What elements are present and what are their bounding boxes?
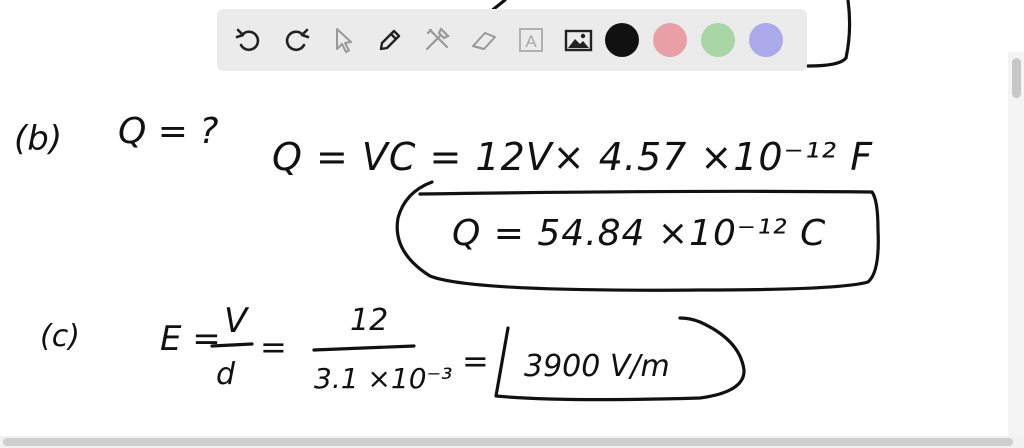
- color-swatch-black[interactable]: [605, 23, 639, 57]
- image-button[interactable]: [558, 20, 598, 60]
- select-button[interactable]: [323, 20, 363, 60]
- drawing-toolbar: [217, 9, 807, 71]
- tools-icon: [422, 25, 452, 55]
- part-c-equals2: =: [462, 342, 489, 380]
- pen-button[interactable]: [370, 20, 410, 60]
- color-swatch-green[interactable]: [701, 23, 735, 57]
- part-c-numerator: V: [224, 301, 248, 341]
- part-c-equals: =: [260, 328, 287, 366]
- fraction-bar-2: [314, 346, 414, 350]
- part-c-lhs: E =: [160, 319, 221, 359]
- eraser-icon: [469, 25, 499, 55]
- part-c-label: (c): [40, 319, 80, 354]
- horizontal-scrollbar-thumb[interactable]: [3, 438, 1013, 446]
- undo-button[interactable]: [229, 20, 269, 60]
- redo-button[interactable]: [276, 20, 316, 60]
- part-b-question: Q = ?: [118, 111, 219, 152]
- color-swatch-purple[interactable]: [749, 23, 783, 57]
- redo-icon: [281, 25, 311, 55]
- undo-icon: [234, 25, 264, 55]
- part-c-denominator: d: [216, 357, 236, 392]
- text-tool-glyph: A: [525, 32, 537, 51]
- fraction-bar-1: [212, 344, 252, 346]
- part-b-label: (b): [14, 119, 63, 159]
- eraser-button[interactable]: [464, 20, 504, 60]
- part-c-num2: 12: [350, 303, 389, 338]
- text-button[interactable]: [511, 20, 551, 60]
- image-icon: [563, 25, 593, 55]
- part-b-formula: Q = VC = 12V× 4.57 ×10⁻¹² F: [272, 135, 874, 179]
- part-b-answer: Q = 54.84 ×10⁻¹² C: [452, 213, 827, 254]
- pointer-icon: [328, 25, 358, 55]
- part-c-answer: 3900 V/m: [524, 349, 670, 384]
- tools-button[interactable]: [417, 20, 457, 60]
- color-swatch-pink[interactable]: [653, 23, 687, 57]
- pen-icon: [375, 25, 405, 55]
- vertical-scrollbar[interactable]: [1008, 52, 1024, 436]
- part-c-den2: 3.1 ×10⁻³: [314, 362, 453, 395]
- vertical-scrollbar-thumb[interactable]: [1012, 58, 1021, 98]
- text-icon: [516, 25, 546, 55]
